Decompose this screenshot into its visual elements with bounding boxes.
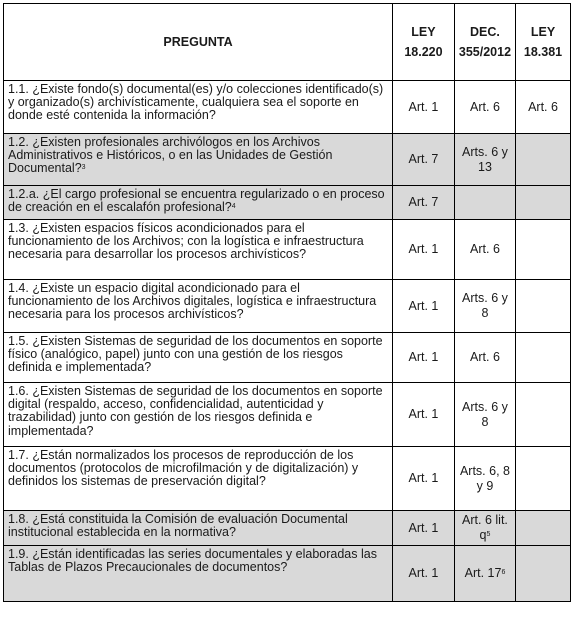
dec-text: Art. 6 (470, 242, 500, 256)
question-cell (4, 447, 393, 511)
ley-18381-cell (516, 511, 571, 546)
table-row (4, 134, 571, 186)
ley-18381-cell: Art. 6 (516, 81, 571, 134)
question-cell (4, 280, 393, 333)
ley-18381-cell (516, 546, 571, 602)
question-cell (4, 186, 393, 220)
dec-text: Art. 17 (464, 566, 502, 580)
footnote-ref: 4 (231, 203, 236, 211)
ley-18381-cell (516, 333, 571, 383)
dec-355-cell (454, 134, 515, 186)
dec-355-cell (454, 333, 515, 383)
ley-18220-cell: Art. 1 (393, 220, 455, 280)
question-cell (4, 511, 393, 546)
ley-18220-cell: Art. 1 (393, 511, 455, 546)
footnote-ref: 6 (501, 569, 506, 576)
ley-18220-cell: Art. 1 (393, 546, 455, 602)
dec-text: Arts. 6 y 8 (462, 291, 508, 320)
question-text: 1.6. ¿Existen Sistemas de seguridad de los documentos en soporte digital (respaldo, acceso, confidencialidad, autenticidad y trazabilidad) junto con gestión de los riesgos definida e implementada? (8, 384, 383, 438)
table-row (4, 81, 571, 134)
ley-18220-cell: Art. 1 (393, 333, 455, 383)
dec-355-cell (454, 511, 515, 546)
table-row (4, 333, 571, 383)
question-text: 1.7. ¿Están normalizados los procesos de reproducción de los documentos (protocolos de microfilmación y de digitalización) y definidos los sistemas de preservación digital? (8, 448, 359, 489)
question-cell (4, 220, 393, 280)
question-text: 1.9. ¿Están identificadas las series documentales y elaboradas las Tablas de Plazos Precaucionales de documentos? (8, 547, 377, 575)
ley-18381-cell (516, 280, 571, 333)
question-cell (4, 81, 393, 134)
question-cell (4, 383, 393, 447)
ley-18381-cell (516, 220, 571, 280)
ley-18220-cell: Art. 1 (393, 280, 455, 333)
footnote-ref: 3 (81, 164, 86, 172)
dec-355-cell (454, 81, 515, 134)
dec-text: Arts. 6, 8 y 9 (459, 463, 510, 493)
table-row (4, 383, 571, 447)
header-row (4, 4, 571, 81)
question-text: 1.1. ¿Existe fondo(s) documental(es) y/o colecciones identificado(s) y organizado(s) archivísticamente, cualquiera sea el soporte en donde esté contenida la información? (8, 82, 384, 123)
table-row (4, 280, 571, 333)
dec-355-cell (454, 447, 515, 511)
dec-text: Art. 6 lit. q (462, 513, 508, 542)
ley-18381-cell (516, 134, 571, 186)
legal-references-table (3, 3, 571, 602)
dec-text: Arts. 6 y 13 (462, 144, 508, 174)
question-text: 1.3. ¿Existen espacios físicos acondicionados para el funcionamiento de los Archivos; con la logística e infraestructura necesaria para desarrollar los procesos archivísticos? (8, 221, 364, 262)
header-pregunta: PREGUNTA (4, 4, 393, 81)
question-cell (4, 134, 393, 186)
footnote-ref: 5 (486, 531, 491, 538)
ley-18220-cell: Art. 1 (393, 383, 455, 447)
dec-355-cell (454, 186, 515, 220)
header-ley-18381: LEY 18.381 (516, 4, 571, 81)
table-row (4, 511, 571, 546)
table-row (4, 220, 571, 280)
ley-18381-cell (516, 186, 571, 220)
dec-text: Art. 6 (470, 350, 500, 364)
dec-355-cell (454, 383, 515, 447)
question-cell (4, 333, 393, 383)
question-text: 1.4. ¿Existe un espacio digital acondicionado para el funcionamiento de los Archivos digitales, logística e infraestructura necesaria para los procesos archivísticos? (8, 281, 377, 322)
dec-355-cell (454, 546, 515, 602)
question-text: 1.5. ¿Existen Sistemas de seguridad de los documentos en soporte físico (analógico, papel) junto con una gestión de los riesgos definida e implementada? (8, 334, 383, 375)
dec-355-cell (454, 220, 515, 280)
ley-18381-cell (516, 383, 571, 447)
ley-18381-cell (516, 447, 571, 511)
header-dec-355: DEC. 355/2012 (454, 4, 515, 81)
table-row (4, 546, 571, 602)
question-text: 1.2.a. ¿El cargo profesional se encuentra regularizado o en proceso de creación en el escalafón profesional? (8, 187, 385, 215)
header-ley-18220: LEY 18.220 (393, 4, 455, 81)
ley-18220-cell: Art. 1 (393, 81, 455, 134)
table-row (4, 447, 571, 511)
dec-text: Art. 6 (470, 99, 500, 114)
dec-355-cell (454, 280, 515, 333)
question-text: 1.8. ¿Está constituida la Comisión de evaluación Documental institucional establecida en la normativa? (8, 512, 348, 540)
question-text: 1.2. ¿Existen profesionales archivólogos en los Archivos Administrativos e Históricos, o en las Unidades de Gestión Documental? (8, 135, 333, 176)
dec-text: Arts. 6 y 8 (462, 399, 508, 429)
table-row (4, 186, 571, 220)
question-cell (4, 546, 393, 602)
ley-18220-cell: Art. 7 (393, 134, 455, 186)
ley-18220-cell: Art. 1 (393, 447, 455, 511)
ley-18220-cell: Art. 7 (393, 186, 455, 220)
